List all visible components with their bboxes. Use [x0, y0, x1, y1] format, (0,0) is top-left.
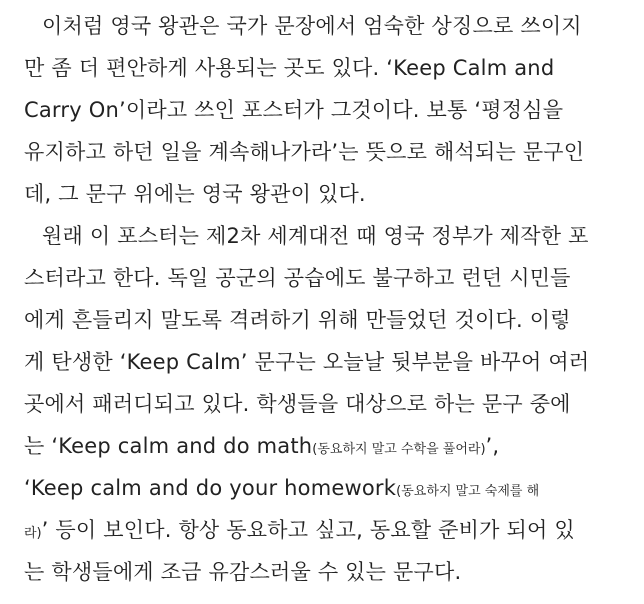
line-8-annotation: 라) — [24, 526, 42, 541]
line-6-annotation: (동요하지 말고 수학을 풀어라) — [312, 442, 486, 457]
paragraph-2-line-4: 게 탄생한 ‘Keep Calm’ 문구는 오늘날 뒷부분을 바꾸어 여러 — [24, 350, 590, 374]
line-6-text-b: ’, — [485, 434, 500, 458]
line-7-annotation: (동요하지 말고 숙제를 해 — [396, 484, 540, 499]
paragraph-2-line-1: 원래 이 포스터는 제2차 세계대전 때 영국 정부가 제작한 포 — [42, 224, 589, 248]
paragraph-2-line-8 — [24, 512, 624, 548]
paragraph-1-line-4: 유지하고 하던 일을 계속해나가라’는 뜻으로 해석되는 문구인 — [24, 140, 585, 164]
paragraph-2-line-2: 스터라고 한다. 독일 공군의 공습에도 불구하고 런던 시민들 — [24, 266, 571, 290]
paragraph-1-line-5: 데, 그 문구 위에는 영국 왕관이 있다. — [24, 182, 366, 206]
paragraph-2-line-9: 는 학생들에게 조금 유감스러울 수 있는 문구다. — [24, 560, 462, 584]
paragraph-2-line-7 — [24, 470, 624, 506]
line-7-text-a: ‘Keep calm and do your homework — [24, 476, 397, 500]
paragraph-1-line-2: 만 좀 더 편안하게 사용되는 곳도 있다. ‘Keep Calm and — [24, 56, 555, 80]
paragraph-1-line-3: Carry On’이라고 쓰인 포스터가 그것이다. 보통 ‘평정심을 — [24, 98, 564, 122]
line-6-text-a: 는 ‘Keep calm and do math — [24, 434, 313, 458]
paragraph-2-line-3: 에게 흔들리지 말도록 격려하기 위해 만들었던 것이다. 이렇 — [24, 308, 571, 332]
paragraph-2-line-5: 곳에서 패러디되고 있다. 학생들을 대상으로 하는 문구 중에 — [24, 392, 571, 416]
paragraph-1-line-1: 이처럼 영국 왕관은 국가 문장에서 엄숙한 상징으로 쓰이지 — [42, 14, 582, 38]
paragraph-2-line-6 — [24, 428, 624, 464]
line-8-text-b: ’ 등이 보인다. 항상 동요하고 싶고, 동요할 준비가 되어 있 — [41, 518, 575, 542]
